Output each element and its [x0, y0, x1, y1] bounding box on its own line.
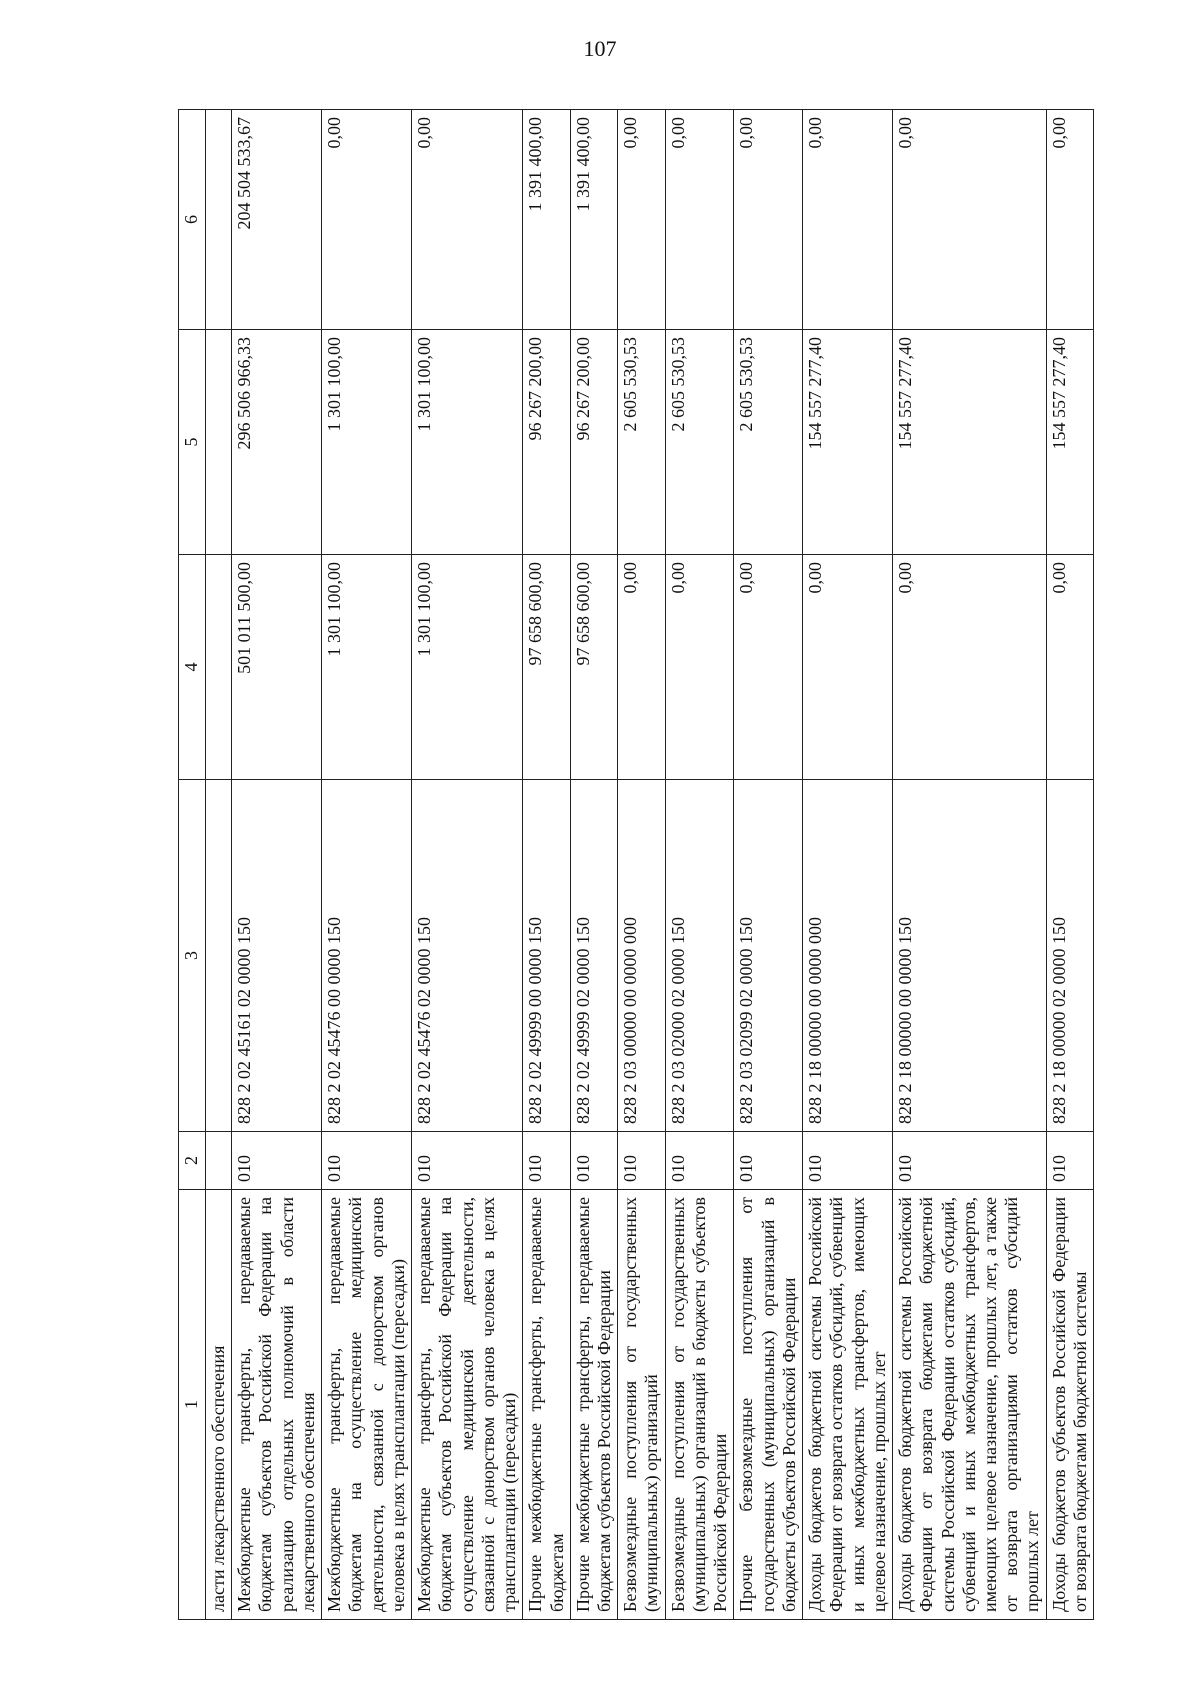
row-col4: 0,00 [665, 555, 734, 780]
table-row [412, 110, 523, 1620]
row-name: Прочие безвозмездные поступления от государственных (муниципальных) организаций в бюджеты субъектов Российской Федерации [734, 1190, 803, 1620]
row-kbk [206, 780, 232, 1132]
row-kbk: 828 2 03 00000 00 0000 000 [618, 780, 665, 1132]
row-col6: 0,00 [412, 110, 523, 330]
row-col5: 2 605 530,53 [618, 330, 665, 555]
row-name: Доходы бюджетов бюджетной системы Российской Федерации от возврата остатков субсидий, субвенций и иных межбюджетных трансфертов, имеющих целевое назначение, прошлых лет [803, 1190, 893, 1620]
row-col4: 0,00 [734, 555, 803, 780]
row-kbk: 828 2 18 00000 00 0000 000 [803, 780, 893, 1132]
row-code: 010 [412, 1132, 523, 1190]
row-col5: 2 605 530,53 [665, 330, 734, 555]
header-col-3: 3 [179, 780, 206, 1132]
row-kbk: 828 2 03 02000 02 0000 150 [665, 780, 734, 1132]
row-code: 010 [523, 1132, 570, 1190]
row-col5: 1 301 100,00 [322, 330, 412, 555]
header-col-4: 4 [179, 555, 206, 780]
row-name: Доходы бюджетов бюджетной системы Российской Федерации от возврата бюджетами бюджетной системы Российской Федерации остатков субсидий, субвенций и иных межбюджетных трансфертов, имеющих целевое назначение, прошлых лет, а также от возврата организациями остатков субсидий прошлых лет [893, 1190, 1047, 1620]
row-col4: 97 658 600,00 [523, 555, 570, 780]
row-col5: 96 267 200,00 [523, 330, 570, 555]
row-code: 010 [1046, 1132, 1093, 1190]
header-col-6: 6 [179, 110, 206, 330]
row-kbk: 828 2 18 00000 02 0000 150 [1046, 780, 1093, 1132]
row-name: Прочие межбюджетные трансферты, передаваемые бюджетам [523, 1190, 570, 1620]
row-kbk: 828 2 02 49999 00 0000 150 [523, 780, 570, 1132]
row-code: 010 [570, 1132, 617, 1190]
table-row [232, 110, 322, 1620]
table-row [570, 110, 617, 1620]
row-col5 [206, 330, 232, 555]
row-col4: 0,00 [803, 555, 893, 780]
row-name: Прочие межбюджетные трансферты, передаваемые бюджетам субъектов Российской Федерации [570, 1190, 617, 1620]
row-col5: 2 605 530,53 [734, 330, 803, 555]
row-col6: 0,00 [618, 110, 665, 330]
row-code: 010 [322, 1132, 412, 1190]
row-code: 010 [893, 1132, 1047, 1190]
row-kbk: 828 2 03 02099 02 0000 150 [734, 780, 803, 1132]
row-col5: 96 267 200,00 [570, 330, 617, 555]
row-col6: 204 504 533,67 [232, 110, 322, 330]
row-kbk: 828 2 02 49999 02 0000 150 [570, 780, 617, 1132]
row-col4: 0,00 [1046, 555, 1093, 780]
table-row [322, 110, 412, 1620]
row-name: Межбюджетные трансферты, передаваемые бюджетам субъектов Российской Федерации на реализацию отдельных полномочий в области лекарственного обеспечения [232, 1190, 322, 1620]
table-row [803, 110, 893, 1620]
row-code: 010 [803, 1132, 893, 1190]
row-name: Безвозмездные поступления от государственных (муниципальных) организаций [618, 1190, 665, 1620]
row-code: 010 [665, 1132, 734, 1190]
table-row [618, 110, 665, 1620]
row-col6: 0,00 [1046, 110, 1093, 330]
row-col6: 0,00 [665, 110, 734, 330]
page-number: 107 [583, 36, 617, 61]
row-code [206, 1132, 232, 1190]
row-kbk: 828 2 02 45476 02 0000 150 [412, 780, 523, 1132]
row-col4: 501 011 500,00 [232, 555, 322, 780]
row-col6: 0,00 [893, 110, 1047, 330]
rotated-table-container [178, 110, 1090, 1620]
table-row [734, 110, 803, 1620]
row-col6: 1 391 400,00 [523, 110, 570, 330]
row-col5: 154 557 277,40 [1046, 330, 1093, 555]
header-col-5: 5 [179, 330, 206, 555]
header-col-1: 1 [179, 1190, 206, 1620]
row-kbk: 828 2 18 00000 00 0000 150 [893, 780, 1047, 1132]
table-row [206, 110, 232, 1620]
row-col5: 1 301 100,00 [412, 330, 523, 555]
row-name: ласти лекарственного обеспечения [206, 1190, 232, 1620]
row-col4: 0,00 [893, 555, 1047, 780]
row-col4 [206, 555, 232, 780]
row-code: 010 [734, 1132, 803, 1190]
row-name: Межбюджетные трансферты, передаваемые бюджетам субъектов Российской Федерации на осуществление медицинской деятельности, связанной с донорством органов человека в целях трансплантации (пересадки) [412, 1190, 523, 1620]
row-col4: 1 301 100,00 [412, 555, 523, 780]
row-col6: 0,00 [734, 110, 803, 330]
row-name: Безвозмездные поступления от государственных (муниципальных) организаций в бюджеты субъектов Российской Федерации [665, 1190, 734, 1620]
row-code: 010 [618, 1132, 665, 1190]
row-col4: 97 658 600,00 [570, 555, 617, 780]
row-col5: 154 557 277,40 [803, 330, 893, 555]
header-col-2: 2 [179, 1132, 206, 1190]
table-row [523, 110, 570, 1620]
table-row [1046, 110, 1093, 1620]
row-name: Доходы бюджетов субъектов Российской Федерации от возврата бюджетами бюджетной системы [1046, 1190, 1093, 1620]
row-col5: 296 506 966,33 [232, 330, 322, 555]
table-header-row [179, 110, 206, 1620]
row-col4: 0,00 [618, 555, 665, 780]
row-col6 [206, 110, 232, 330]
row-code: 010 [232, 1132, 322, 1190]
row-col5: 154 557 277,40 [893, 330, 1047, 555]
row-col4: 1 301 100,00 [322, 555, 412, 780]
table-row [893, 110, 1047, 1620]
row-col6: 0,00 [322, 110, 412, 330]
table-row [665, 110, 734, 1620]
row-kbk: 828 2 02 45161 02 0000 150 [232, 780, 322, 1132]
row-col6: 0,00 [803, 110, 893, 330]
revenue-table [178, 109, 1094, 1620]
row-col6: 1 391 400,00 [570, 110, 617, 330]
row-kbk: 828 2 02 45476 00 0000 150 [322, 780, 412, 1132]
row-name: Межбюджетные трансферты, передаваемые бюджетам на осуществление медицинской деятельности, связанной с донорством органов человека в целях трансплантации (пересадки) [322, 1190, 412, 1620]
